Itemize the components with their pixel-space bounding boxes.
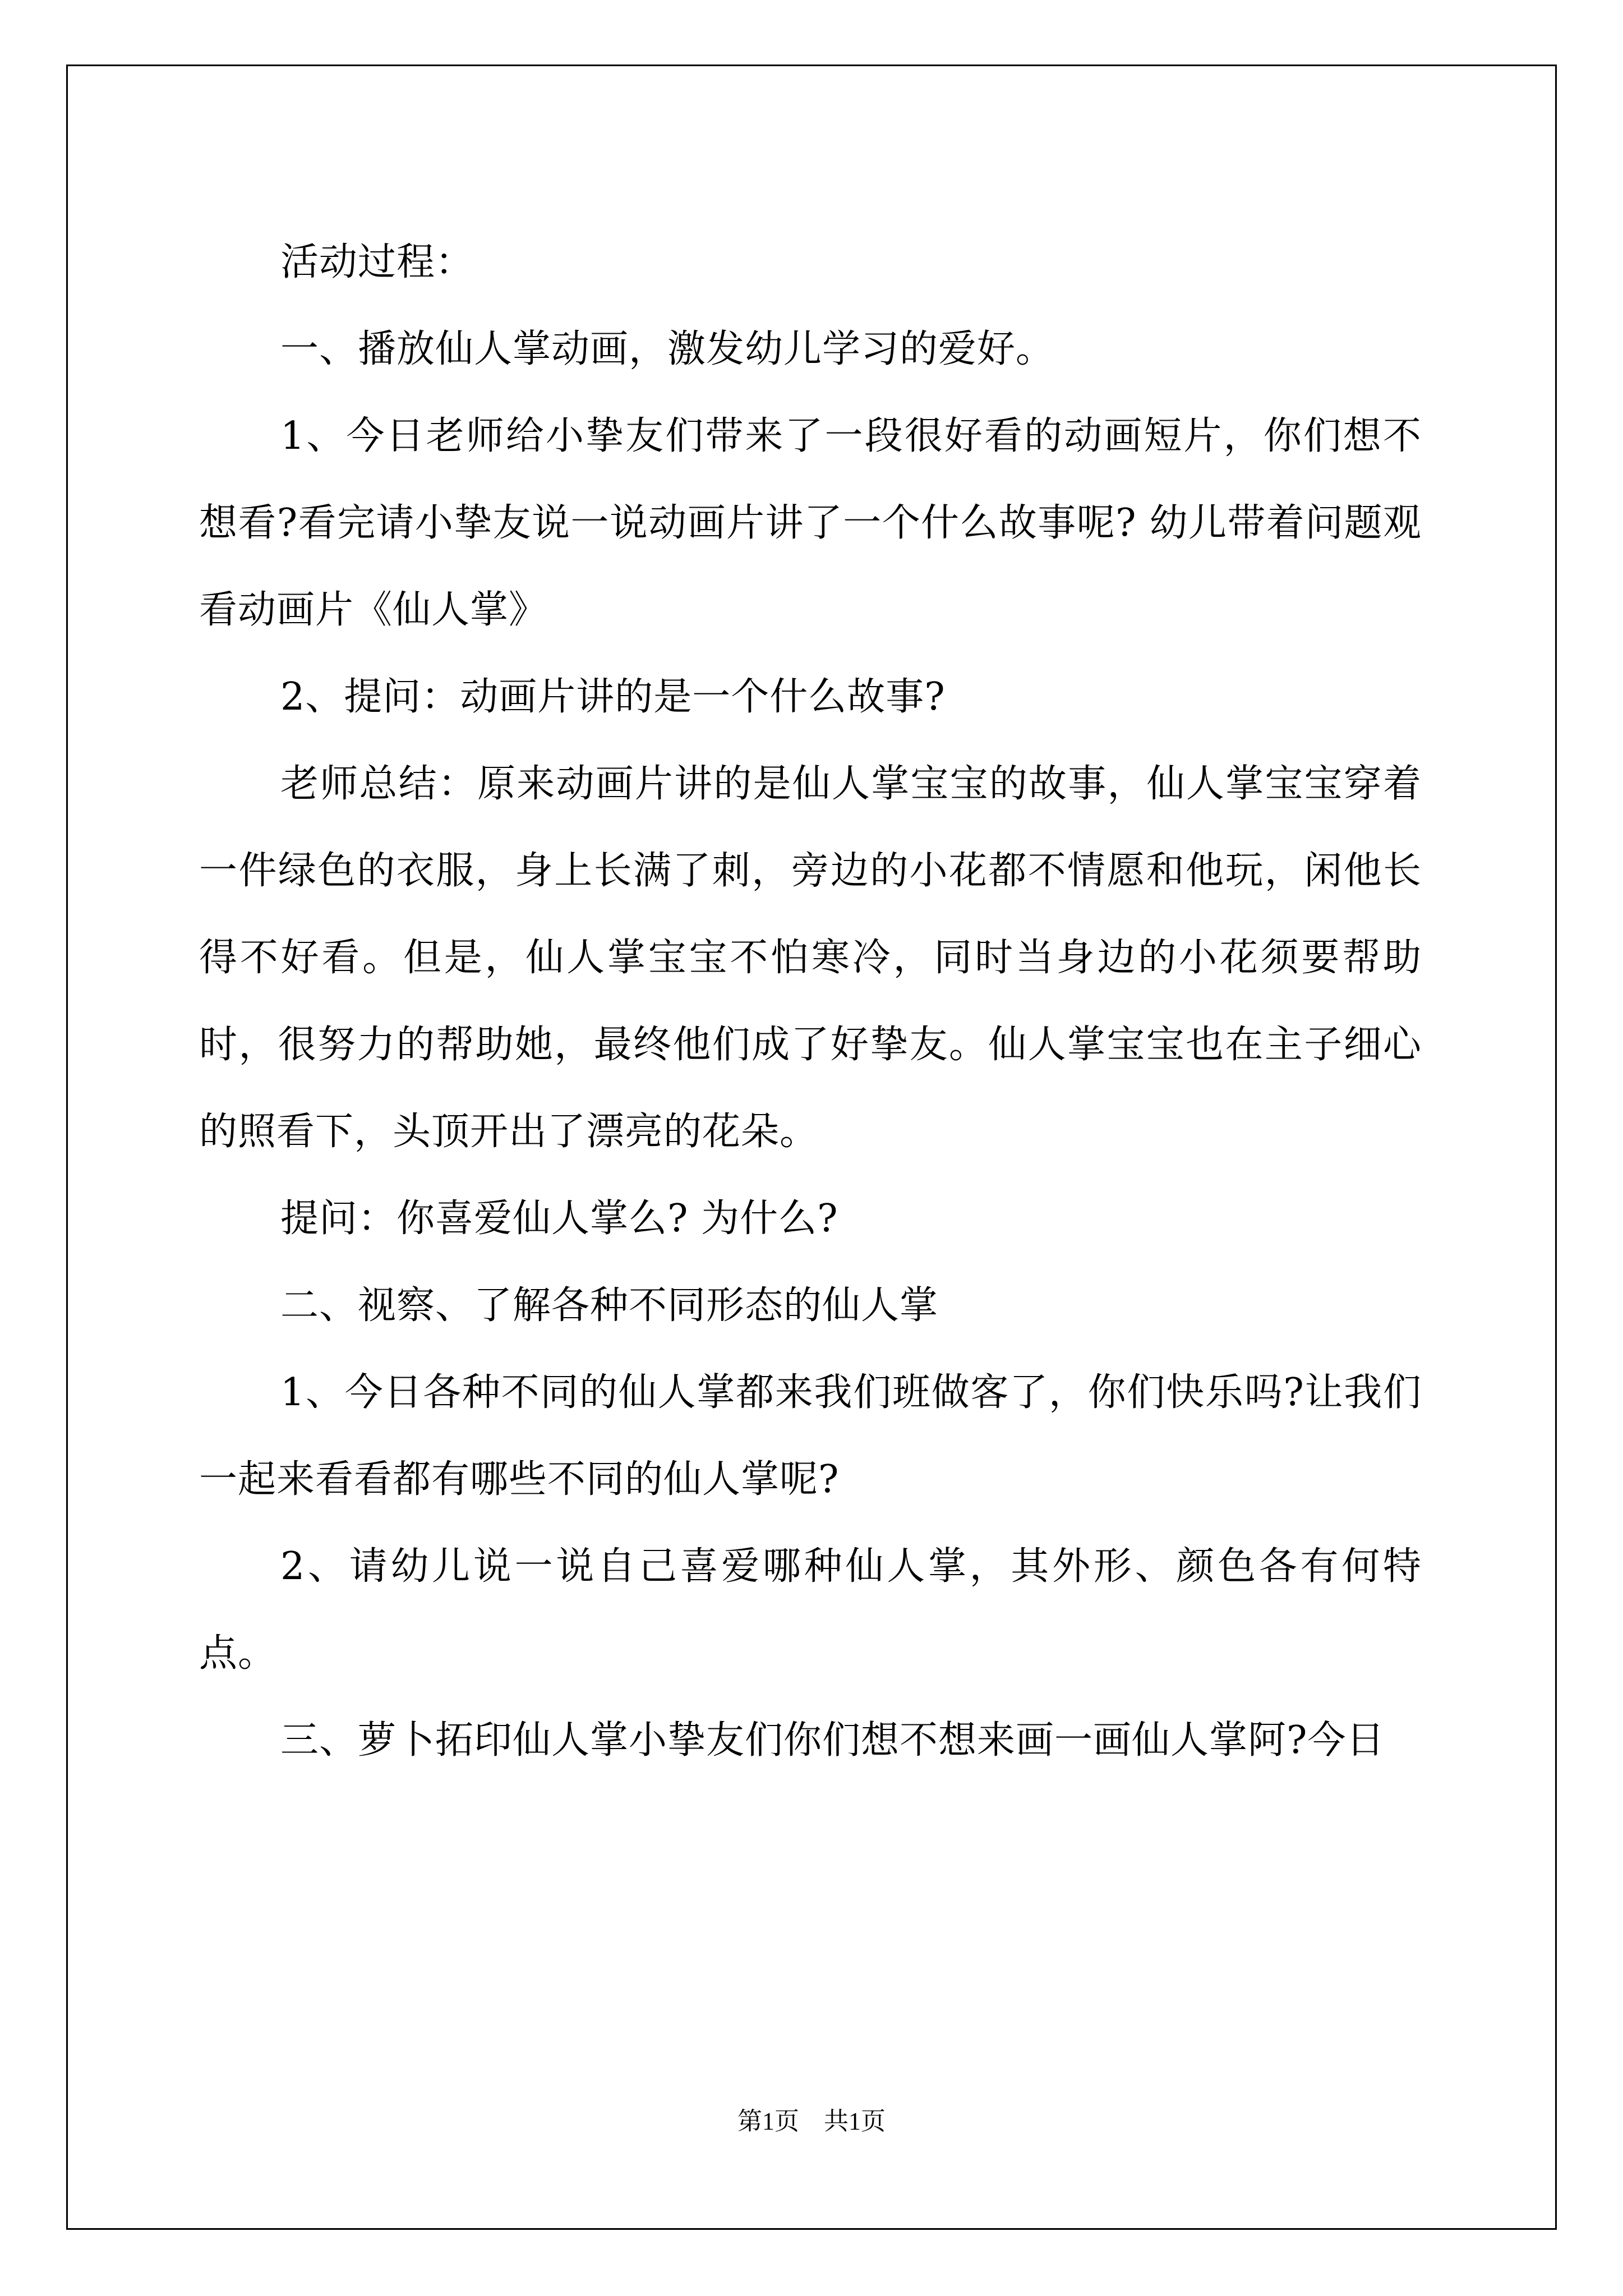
document-body [199,219,1422,1784]
paragraph: 提问：你喜爱仙人掌么? 为什么? [280,1197,838,1241]
page-footer: 第1页 共1页 [737,2108,886,2135]
paragraph: 老师总结：原来动画片讲的是仙人掌宝宝的故事，仙人掌宝宝穿着一件绿色的衣服，身上长满了刺，旁边的小花都不情愿和他玩，闲他长得不好看。但是，仙人掌宝宝不怕寒冷，同时当身边的小花须要帮助时，很努力的帮助她，最终他们成了好挚友。仙人掌宝宝也在主子细心的照看下，头顶开出了漂亮的花朵。 [199,762,1422,1154]
paragraph: 活动过程： [280,240,474,284]
paragraph: 1、今日各种不同的仙人掌都来我们班做客了，你们快乐吗?让我们一起来看看都有哪些不同的仙人掌呢? [199,1370,1422,1502]
paragraph: 2、提问：动画片讲的是一个什么故事? [280,675,946,719]
paragraph: 一、播放仙人掌动画，激发幼儿学习的爱好。 [280,327,1055,371]
paragraph: 2、请幼儿说一说自己喜爱哪种仙人掌，其外形、颜色各有何特点。 [199,1544,1422,1676]
paragraph: 1、今日老师给小挚友们带来了一段很好看的动画短片，你们想不想看?看完请小挚友说一说动画片讲了一个什么故事呢? 幼儿带着问题观看动画片《仙人掌》 [199,414,1422,632]
paragraph: 二、视察、了解各种不同形态的仙人掌 [280,1283,939,1328]
paragraph: 三、萝卜拓印仙人掌小挚友们你们想不想来画一画仙人掌阿?今日 [280,1718,1385,1763]
